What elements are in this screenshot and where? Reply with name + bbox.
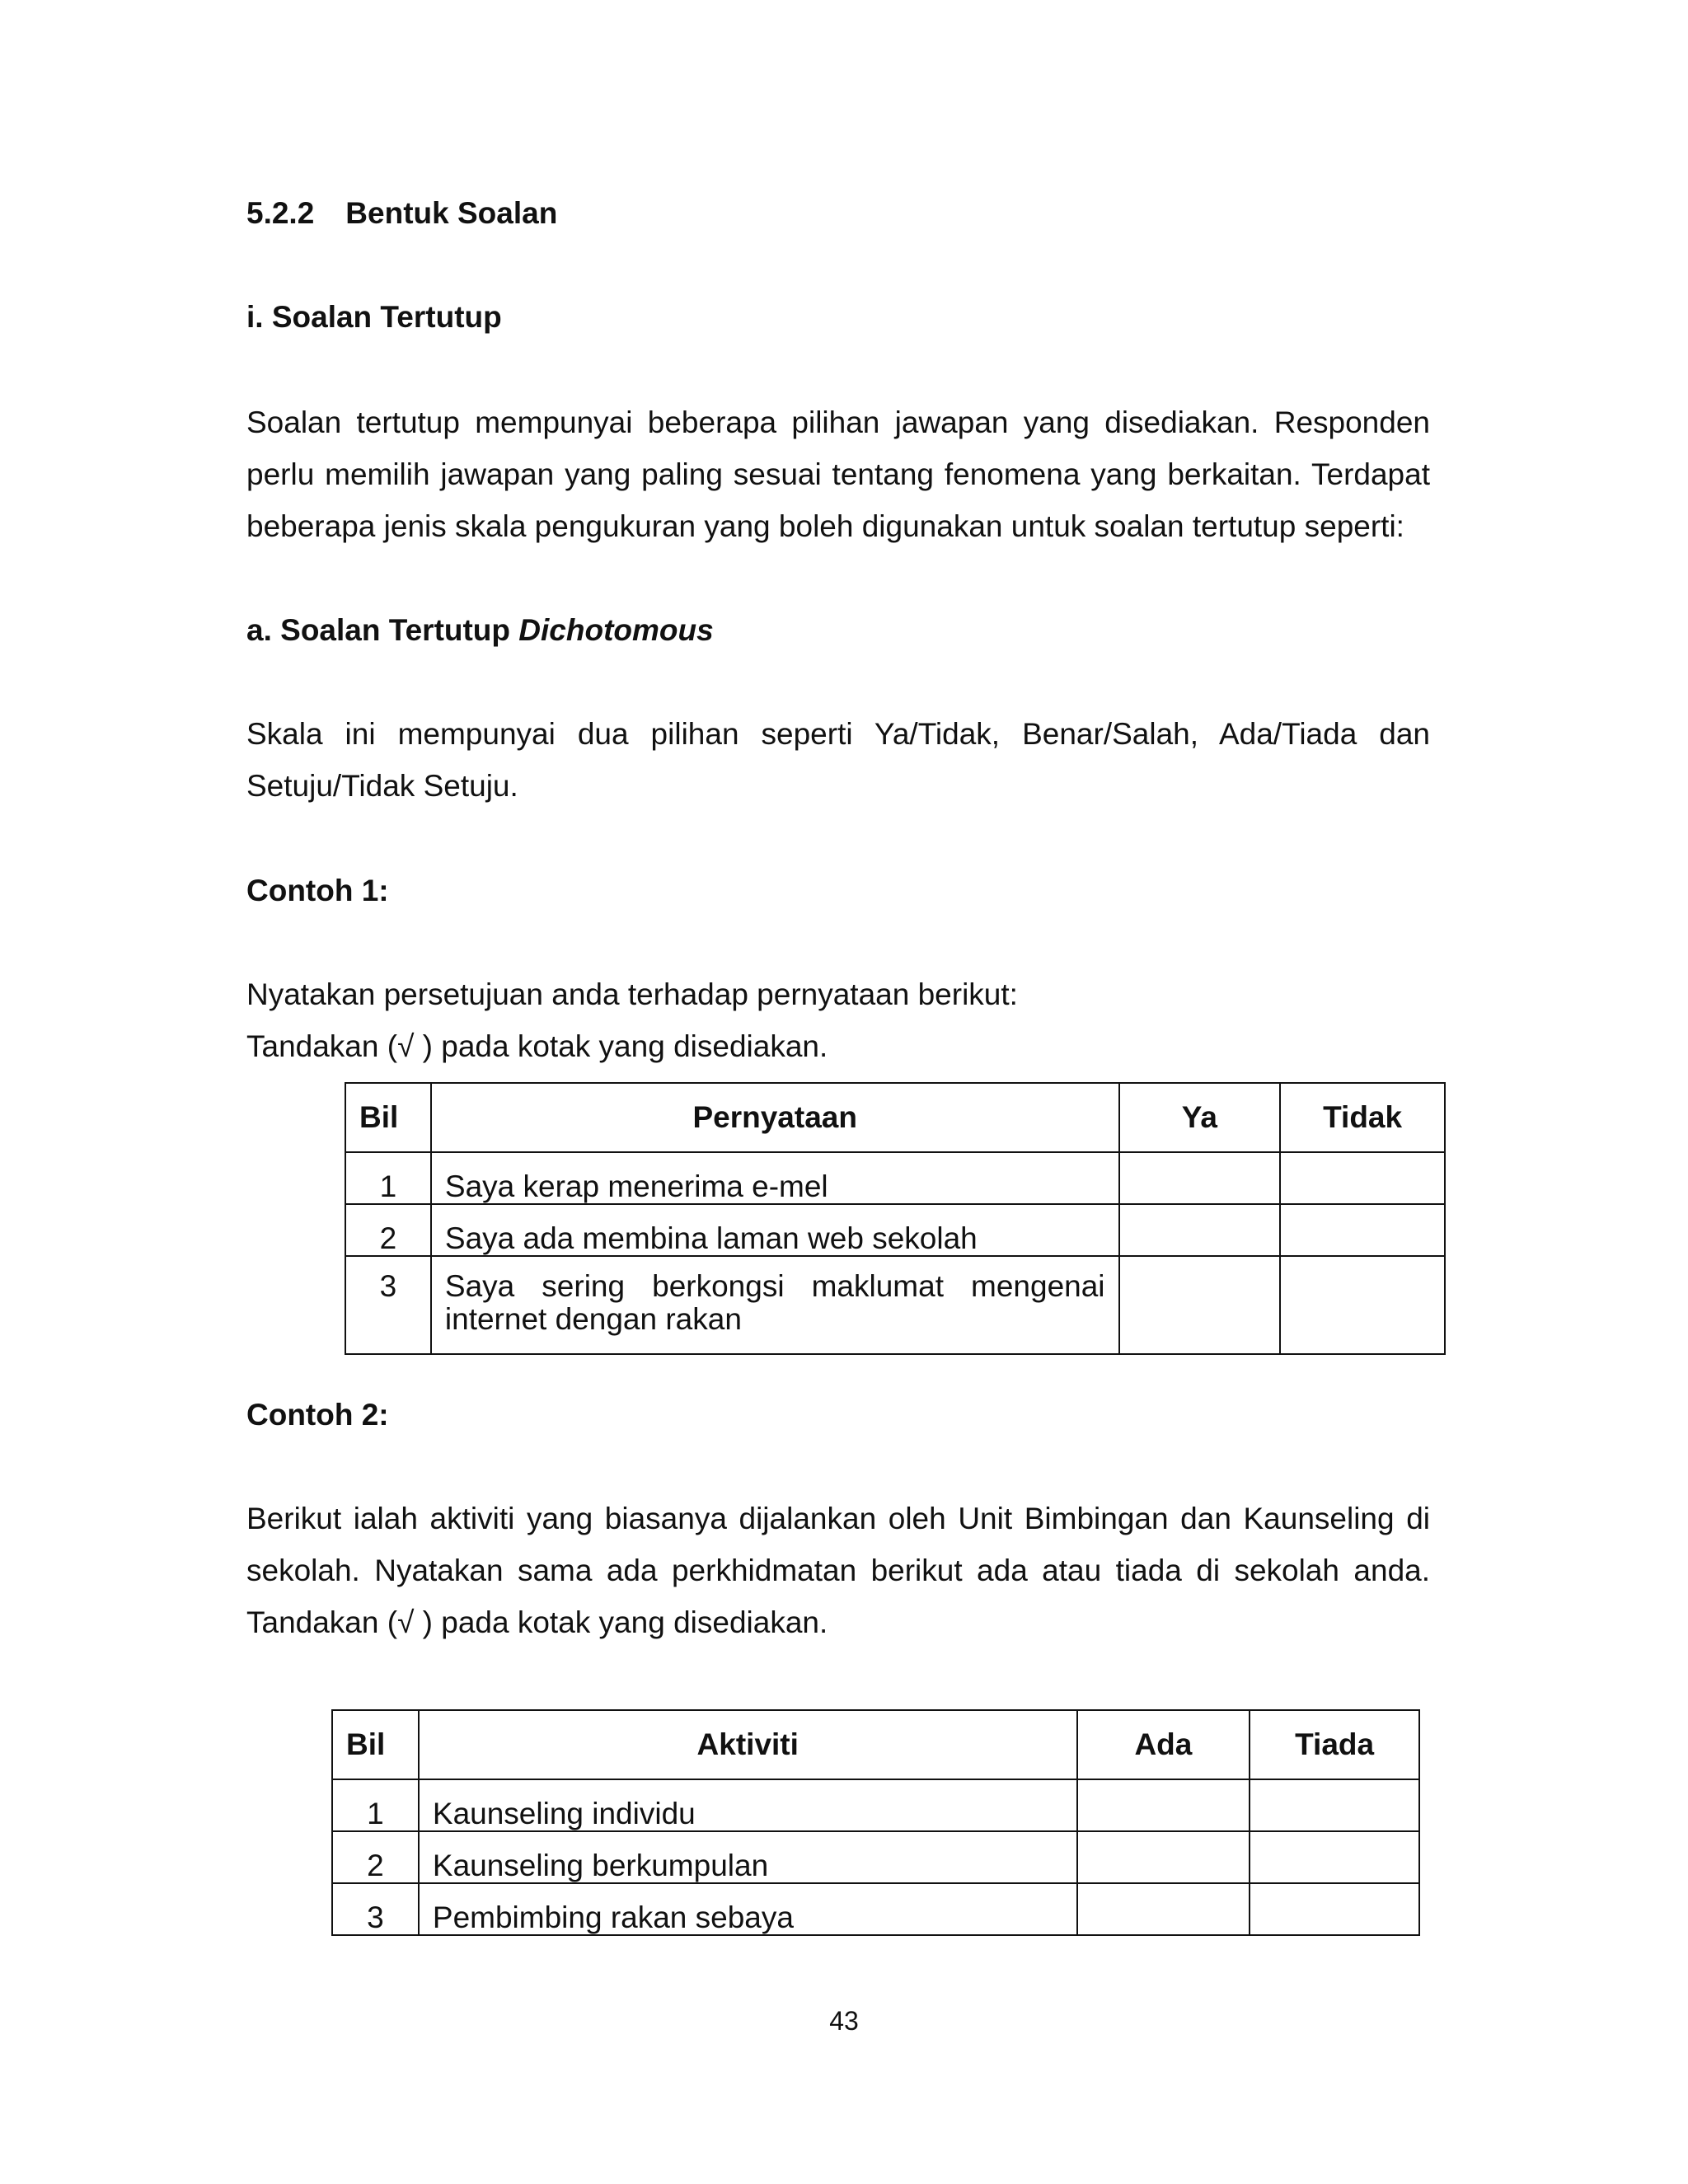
row-statement	[431, 1256, 1119, 1354]
intro-paragraph	[246, 396, 1430, 552]
row-activity: Kaunseling individu	[419, 1779, 1077, 1831]
checkbox-ya[interactable]	[1119, 1204, 1281, 1256]
table-row	[345, 1204, 1445, 1256]
row-number: 2	[332, 1831, 419, 1883]
row-number: 1	[332, 1779, 419, 1831]
scale-paragraph	[246, 708, 1430, 812]
row-number: 2	[345, 1204, 431, 1256]
table-row	[332, 1883, 1419, 1935]
header-bil: Bil	[345, 1083, 431, 1152]
checkbox-tiada[interactable]	[1250, 1883, 1419, 1935]
row-number: 3	[332, 1883, 419, 1935]
subheading-prefix: a. Soalan Tertutup	[246, 613, 519, 647]
checkbox-ya[interactable]	[1119, 1256, 1281, 1354]
header-tiada: Tiada	[1250, 1710, 1419, 1779]
intro-line: perlu memilih jawapan yang paling sesuai tentang fenomena yang berkaitan. Terdapat	[246, 457, 1430, 491]
row-statement-line: internet dengan rakan	[444, 1302, 742, 1336]
example2-label: Contoh 2:	[246, 1398, 389, 1432]
table-row	[332, 1831, 1419, 1883]
row-number: 3	[345, 1256, 431, 1354]
example2-paragraph	[246, 1493, 1430, 1648]
row-statement-line: Saya sering berkongsi maklumat mengenai	[444, 1269, 1105, 1303]
section-title: Bentuk Soalan	[345, 196, 558, 230]
example2-line: sekolah. Nyatakan sama ada perkhidmatan berikut ada atau tiada di sekolah anda.	[246, 1554, 1430, 1587]
header-aktiviti: Aktiviti	[419, 1710, 1077, 1779]
table-row	[345, 1152, 1445, 1204]
checkbox-tidak[interactable]	[1280, 1256, 1445, 1354]
row-activity: Kaunseling berkumpulan	[419, 1831, 1077, 1883]
intro-line: Soalan tertutup mempunyai beberapa pilihan jawapan yang disediakan. Responden	[246, 405, 1430, 439]
section-number: 5.2.2	[246, 196, 315, 230]
checkbox-ada[interactable]	[1077, 1883, 1250, 1935]
header-ya: Ya	[1119, 1083, 1281, 1152]
table-row	[345, 1256, 1445, 1354]
example1-table	[345, 1082, 1446, 1355]
checkbox-tidak[interactable]	[1280, 1204, 1445, 1256]
checkbox-tiada[interactable]	[1250, 1779, 1419, 1831]
header-tidak: Tidak	[1280, 1083, 1445, 1152]
subheading-emphasis: Dichotomous	[518, 613, 714, 647]
scale-line: Setuju/Tidak Setuju.	[246, 769, 518, 803]
row-statement: Saya ada membina laman web sekolah	[431, 1204, 1119, 1256]
subsection-heading: i. Soalan Tertutup	[246, 300, 502, 334]
intro-line: beberapa jenis skala pengukuran yang boleh digunakan untuk soalan tertutup seperti:	[246, 509, 1404, 543]
section-heading	[246, 195, 557, 232]
scale-line: Skala ini mempunyai dua pilihan seperti Ya/Tidak, Benar/Salah, Ada/Tiada dan	[246, 717, 1430, 751]
table-row	[332, 1779, 1419, 1831]
checkbox-ada[interactable]	[1077, 1779, 1250, 1831]
subheading-dichotomous	[246, 612, 714, 649]
table-header-row	[345, 1083, 1445, 1152]
row-number: 1	[345, 1152, 431, 1204]
row-activity: Pembimbing rakan sebaya	[419, 1883, 1077, 1935]
example1-instruction-2: Tandakan (√ ) pada kotak yang disediakan.	[246, 1029, 828, 1063]
checkbox-ada[interactable]	[1077, 1831, 1250, 1883]
header-bil: Bil	[332, 1710, 419, 1779]
example1-instruction-1: Nyatakan persetujuan anda terhadap pernyataan berikut:	[246, 977, 1018, 1011]
example2-line: Tandakan (√ ) pada kotak yang disediakan.	[246, 1605, 828, 1639]
table-header-row	[332, 1710, 1419, 1779]
example2-line: Berikut ialah aktiviti yang biasanya dijalankan oleh Unit Bimbingan dan Kaunseling di	[246, 1502, 1430, 1535]
header-pernyataan: Pernyataan	[431, 1083, 1119, 1152]
checkbox-tiada[interactable]	[1250, 1831, 1419, 1883]
header-ada: Ada	[1077, 1710, 1250, 1779]
example2-table	[331, 1709, 1420, 1936]
checkbox-ya[interactable]	[1119, 1152, 1281, 1204]
example1-label: Contoh 1:	[246, 874, 389, 907]
row-statement: Saya kerap menerima e-mel	[431, 1152, 1119, 1204]
checkbox-tidak[interactable]	[1280, 1152, 1445, 1204]
page-number: 43	[829, 2006, 859, 2036]
